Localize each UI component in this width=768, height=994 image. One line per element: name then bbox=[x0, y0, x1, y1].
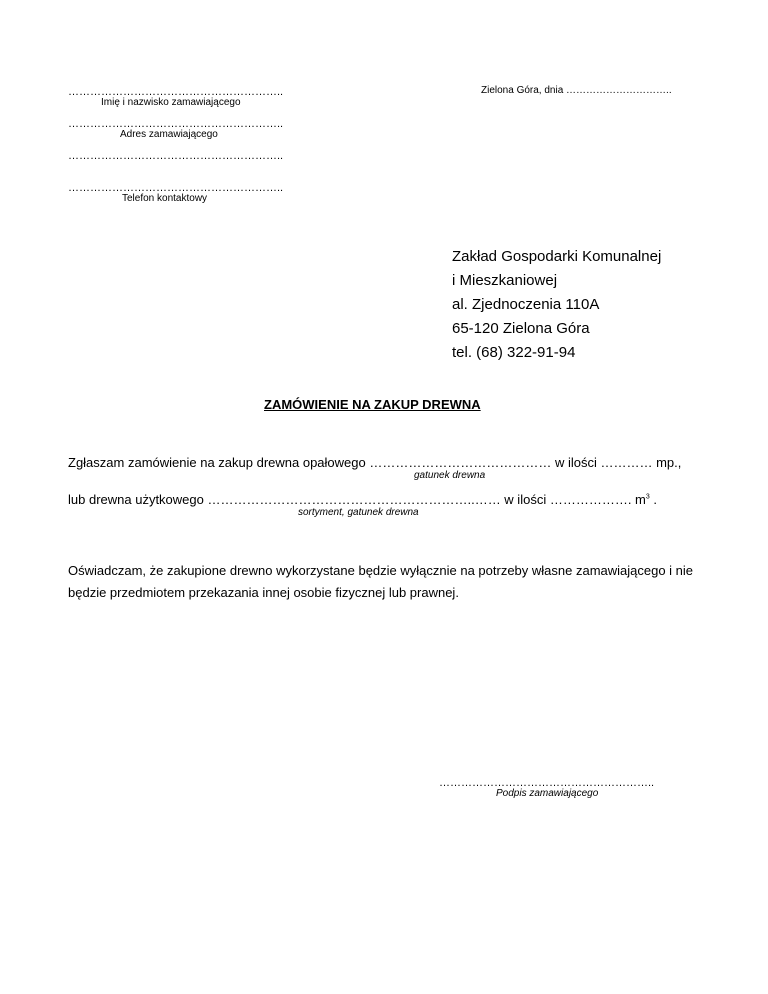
declaration-line-2: będzie przedmiotem przekazania innej osobie fizycznej lub prawnej. bbox=[68, 585, 459, 600]
declaration-line-1: Oświadczam, że zakupione drewno wykorzystane będzie wyłącznie na potrzeby własne zamawiającego i nie bbox=[68, 563, 694, 578]
place-date: Zielona Góra, dnia ………………………….. bbox=[481, 85, 672, 96]
document-title: ZAMÓWIENIE NA ZAKUP DREWNA bbox=[264, 397, 481, 412]
sender-phone-dots: ………………………………………………….. bbox=[68, 182, 284, 194]
cubic-superscript: 3 bbox=[645, 493, 650, 501]
recipient-line-5: tel. (68) 322-91-94 bbox=[452, 344, 576, 361]
recipient-line-1: Zakład Gospodarki Komunalnej bbox=[452, 248, 662, 265]
order-line-2 bbox=[68, 492, 657, 507]
signature-dots: ………………………………………………….. bbox=[439, 777, 655, 789]
signature-label: Podpis zamawiającego bbox=[496, 788, 599, 799]
sender-address-label: Adres zamawiającego bbox=[120, 129, 218, 140]
sender-name-label: Imię i nazwisko zamawiającego bbox=[101, 97, 241, 108]
sender-name-dots: ………………………………………………….. bbox=[68, 86, 284, 98]
sender-address-dots: ………………………………………………….. bbox=[68, 118, 284, 130]
order-line-2-end: . bbox=[649, 492, 658, 507]
order-line-1: Zgłaszam zamówienie na zakup drewna opałowego …………………………………… w ilości ………… mp., bbox=[68, 455, 682, 470]
sender-phone-label: Telefon kontaktowy bbox=[122, 193, 208, 204]
sender-address2-dots: ………………………………………………….. bbox=[68, 150, 284, 162]
recipient-line-2: i Mieszkaniowej bbox=[452, 272, 558, 289]
recipient-line-3: al. Zjednoczenia 110A bbox=[452, 296, 600, 313]
order-hint-1: gatunek drewna bbox=[414, 470, 486, 481]
order-line-2-text: lub drewna użytkowego ……………………………………………………..…… w ilości ………………. m bbox=[68, 492, 646, 507]
recipient-line-4: 65-120 Zielona Góra bbox=[452, 320, 590, 337]
recipient-address bbox=[452, 245, 661, 365]
order-hint-2: sortyment, gatunek drewna bbox=[298, 507, 419, 518]
